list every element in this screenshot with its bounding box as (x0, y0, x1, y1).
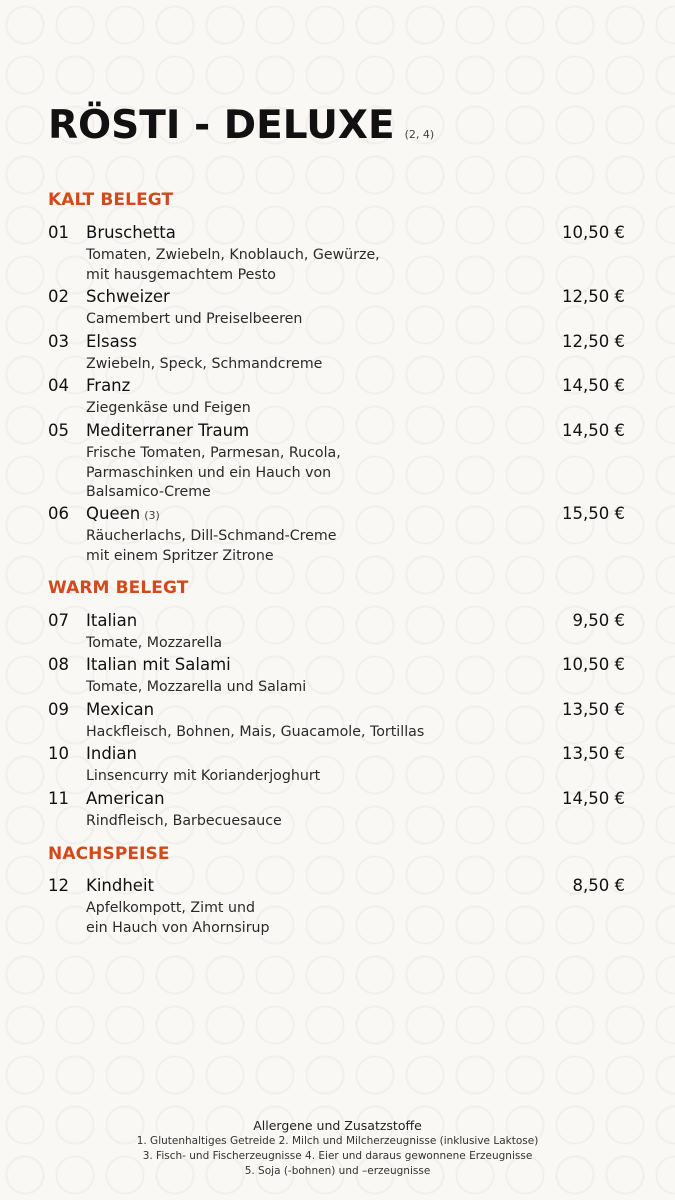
item-name: Italian (86, 611, 138, 630)
page-title-text: RÖSTI - DELUXE (48, 103, 395, 148)
item-description (86, 767, 320, 787)
item-description-line: Zwiebeln, Speck, Schmandcreme (86, 356, 323, 372)
footer-line: 5. Soja (-bohnen) und –erzeugnisse (244, 1165, 431, 1177)
item-description-line: Tomaten, Zwiebeln, Knoblauch, Gewürze, (86, 247, 380, 263)
item-name: Bruschetta (86, 223, 176, 242)
item-number: 09 (48, 700, 69, 719)
item-number: 06 (48, 504, 69, 523)
item-name: Schweizer (86, 287, 170, 306)
item-number: 04 (48, 376, 69, 395)
item-description (86, 634, 222, 654)
item-price: 12,50 € (562, 332, 625, 351)
footer-line: 3. Fisch- und Fischerzeugnisse 4. Eier und daraus gewonnene Erzeugnisse (142, 1150, 533, 1162)
item-number: 11 (48, 789, 69, 808)
item-description (86, 723, 424, 743)
item-name: Franz (86, 376, 131, 395)
item-price: 8,50 € (572, 876, 625, 895)
item-name: Mexican (86, 700, 155, 719)
item-number: 08 (48, 655, 69, 674)
item-price: 12,50 € (562, 287, 625, 306)
item-description (86, 355, 322, 375)
item-price: 13,50 € (562, 700, 625, 719)
item-description-line: mit hausgemachtem Pesto (86, 266, 276, 283)
section-title-kalt-belegt: KALT BELEGT (48, 190, 174, 210)
item-name: Indian (86, 744, 137, 763)
allergen-footer (0, 1118, 675, 1179)
item-description-line: Ziegenkäse und Feigen (86, 400, 251, 416)
footer-line: 1. Glutenhaltiges Getreide 2. Milch und Milcherzeugnisse (inklusive Laktose) (136, 1135, 539, 1147)
item-description (86, 812, 282, 832)
item-name: Kindheit (86, 876, 154, 895)
title-allergens: (2, 4) (404, 128, 435, 141)
item-allergen: (3) (144, 509, 160, 522)
item-number: 01 (48, 223, 69, 242)
item-description-line: Tomate, Mozzarella und Salami (86, 679, 307, 695)
item-name-text: Queen (86, 504, 141, 523)
item-price: 14,50 € (562, 376, 625, 395)
section-title-nachspeise: NACHSPEISE (48, 844, 170, 864)
item-description-line: Frische Tomaten, Parmesan, Rucola, (86, 445, 341, 461)
item-price: 10,50 € (562, 223, 625, 242)
item-number: 05 (48, 421, 69, 440)
footer-title: Allergene und Zusatzstoffe (253, 1118, 422, 1133)
item-number: 03 (48, 332, 69, 351)
item-number: 07 (48, 611, 69, 630)
item-description (86, 527, 336, 566)
item-description-line: ein Hauch von Ahornsirup (86, 919, 270, 936)
item-description (86, 899, 270, 938)
item-number: 02 (48, 287, 69, 306)
item-name: Elsass (86, 332, 137, 351)
item-price: 14,50 € (562, 421, 625, 440)
item-number: 10 (48, 744, 69, 763)
item-price: 10,50 € (562, 655, 625, 674)
section-title-warm-belegt: WARM BELEGT (48, 578, 189, 598)
item-description (86, 310, 302, 330)
item-price: 14,50 € (562, 789, 625, 808)
item-description (86, 399, 251, 419)
item-number: 12 (48, 876, 69, 895)
item-description-line: Rindfleisch, Barbecuesauce (86, 813, 282, 829)
page-title (48, 103, 434, 148)
item-description-line: Balsamico-Creme (86, 484, 211, 500)
item-description-line: mit einem Spritzer Zitrone (86, 547, 274, 564)
item-price: 15,50 € (562, 504, 625, 523)
item-name: Italian mit Salami (86, 655, 231, 674)
item-description-line: Räucherlachs, Dill-Schmand-Creme (86, 528, 337, 544)
item-price: 9,50 € (572, 611, 625, 630)
item-description (86, 444, 341, 503)
item-description-line: Parmaschinken und ein Hauch von (86, 464, 332, 481)
item-description-line: Tomate, Mozzarella (86, 635, 223, 651)
item-name: American (86, 789, 165, 808)
item-description (86, 246, 380, 285)
item-description-line: Apfelkompott, Zimt und (86, 900, 255, 916)
item-description-line: Camembert und Preiselbeeren (86, 311, 303, 327)
item-description-line: Hackfleisch, Bohnen, Mais, Guacamole, Tortillas (86, 724, 425, 740)
item-description (86, 678, 306, 698)
item-description-line: Linsencurry mit Korianderjoghurt (86, 768, 321, 784)
item-price: 13,50 € (562, 744, 625, 763)
item-name: Mediterraner Traum (86, 421, 250, 440)
item-name (86, 504, 160, 523)
